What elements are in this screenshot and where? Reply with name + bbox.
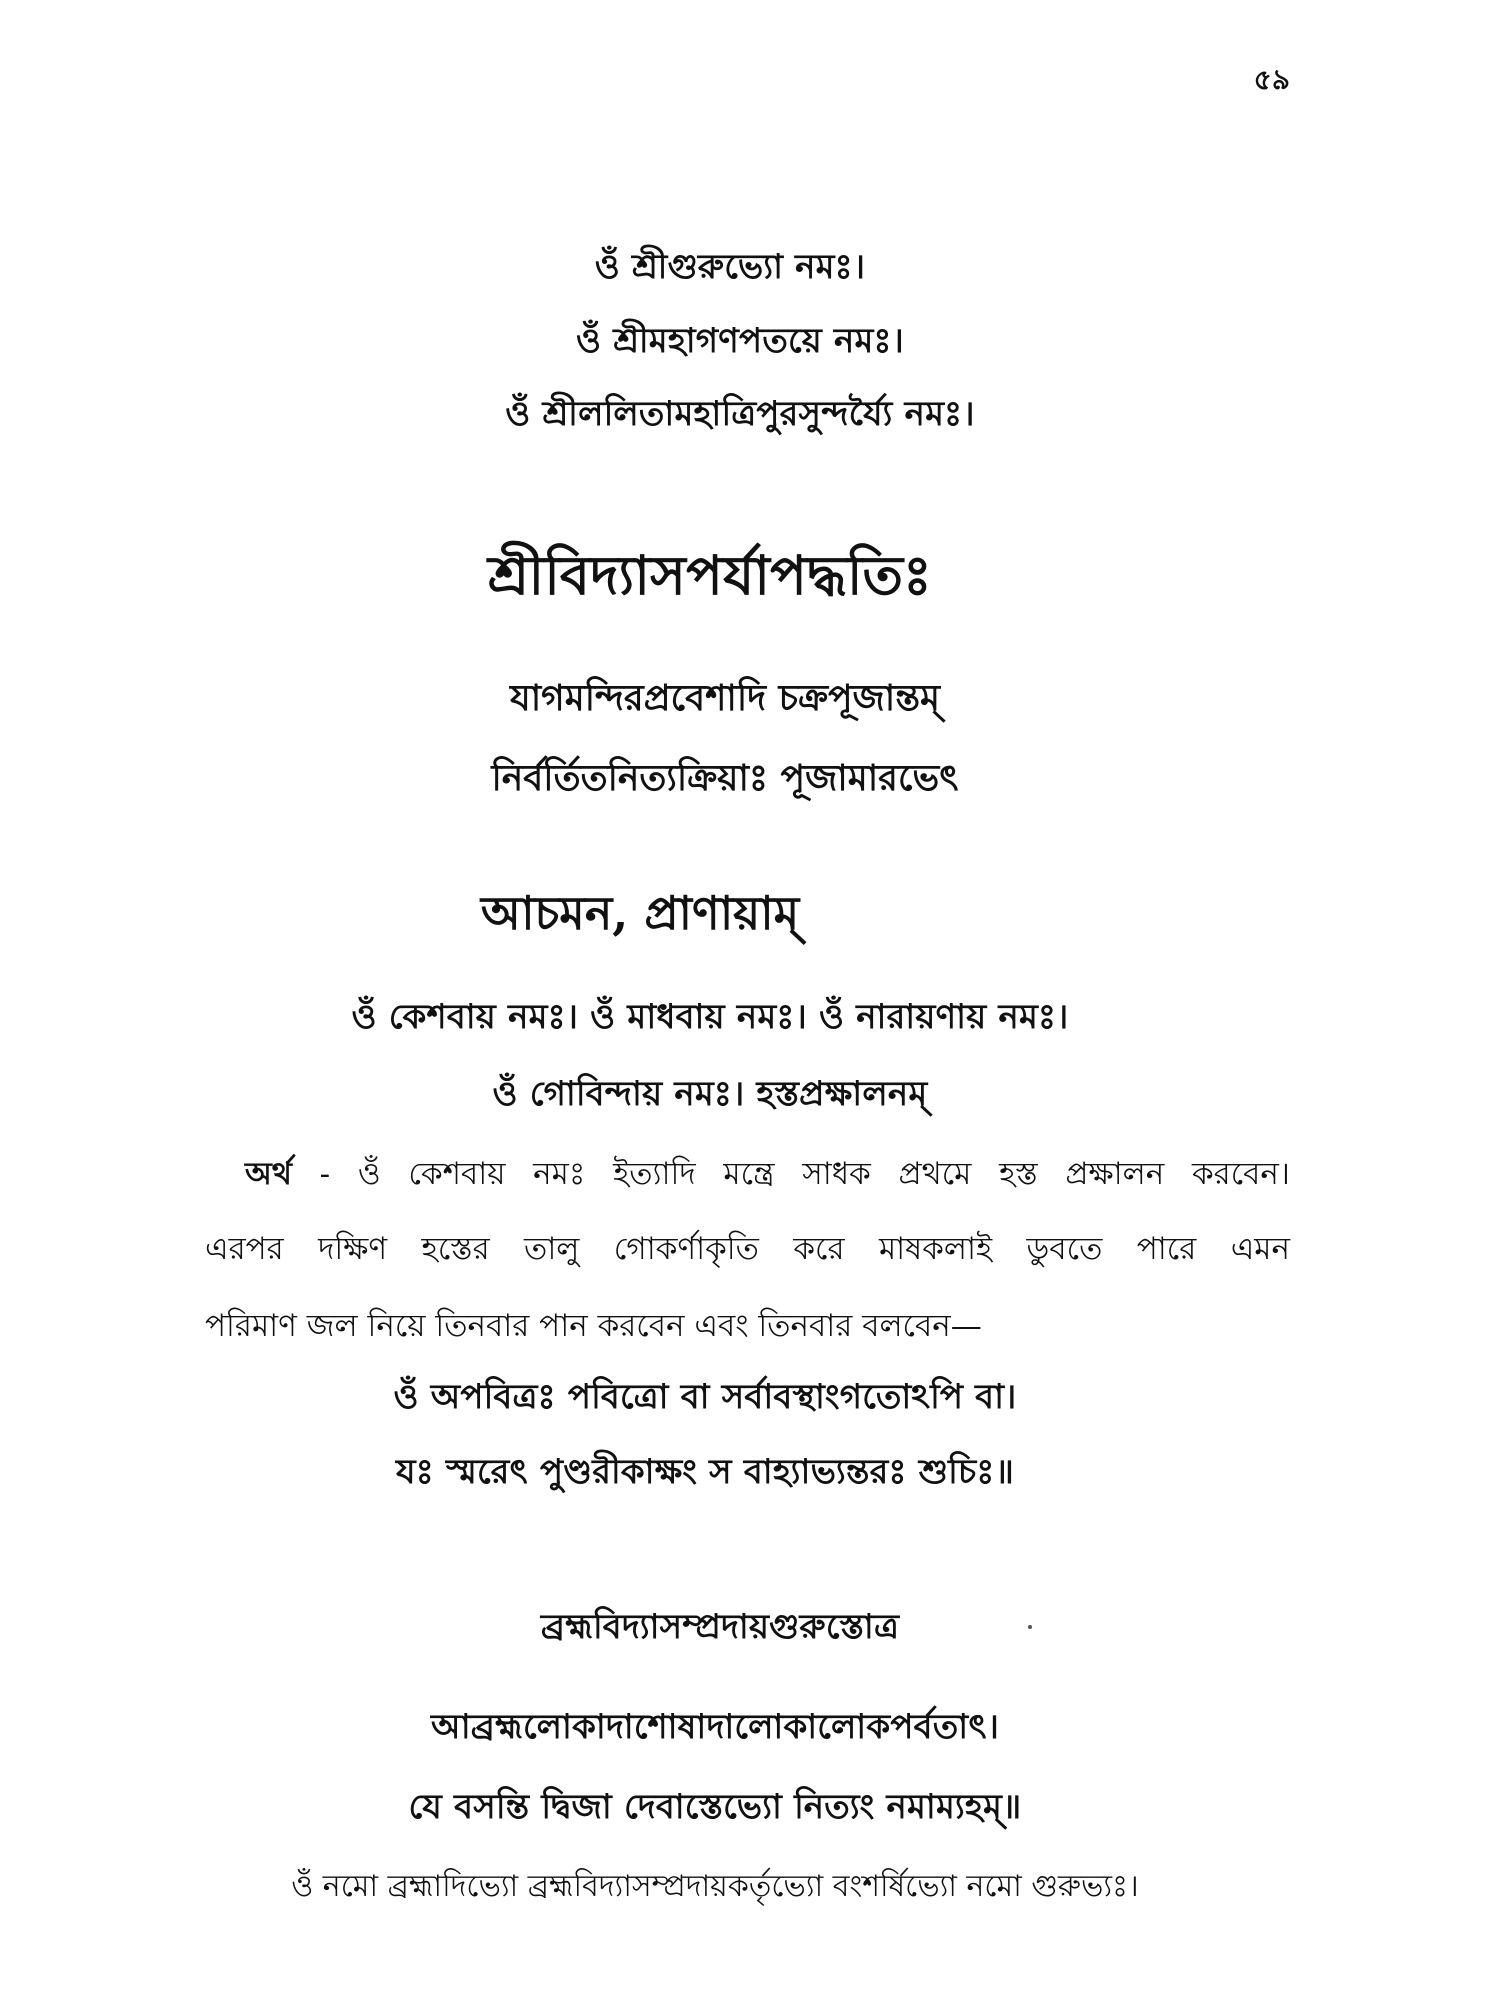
mantra-line-1: ওঁ কেশবায় নমঃ। ওঁ মাধবায় নমঃ। ওঁ নারায়ণায় নমঃ। — [351, 997, 1069, 1037]
section-title: আচমন, প্রাণায়াম্ — [480, 886, 800, 940]
invocation-line-1: ওঁ শ্রীগুরুভ্যো নমঃ। — [594, 247, 866, 287]
stotra-line-1: আব্রহ্মলোকাদাশোষাদালোকালোকপর্বতাৎ। — [430, 1707, 1000, 1747]
meaning-line-1 — [245, 1150, 1290, 1198]
stotra-title: ব্রহ্মবিদ্যাসম্প্রদায়গুরুস্তোত্র — [540, 1607, 900, 1647]
meaning-label: অর্থ — [245, 1156, 292, 1192]
stotra-line-2: যে বসন্তি দ্বিজা দেবাস্তেভ্যো নিত্যং নমাম্যহম্॥ — [408, 1787, 1022, 1827]
mantra-line-2: ওঁ গোবিন্দায় নমঃ। হস্তপ্রক্ষালনম্ — [492, 1074, 928, 1114]
invocation-line-3: ওঁ শ্রীললিতামহাত্রিপুরসুন্দর্য্যৈ নমঃ। — [505, 394, 975, 434]
subtitle-line-2: নির্বর্তিতনিত্যক্রিয়াঃ পূজামারভেৎ — [491, 757, 959, 799]
verse-line-1: ওঁ অপবিত্রঃ পবিত্রো বা সর্বাবস্থাংগতোঽপি বা। — [393, 1377, 1017, 1417]
subtitle-line-1: যাগমন্দিরপ্রবেশাদি চক্রপূজান্তম্ — [509, 677, 941, 719]
meaning-line-3: পরিমাণ জল নিয়ে তিনবার পান করবেন এবং তিনবার বলবেন— — [205, 1308, 982, 1344]
invocation-line-2: ওঁ শ্রীমহাগণপতয়ে নমঃ। — [575, 321, 905, 361]
page-number: ৫৯ — [1253, 63, 1290, 96]
meaning-line-1-text: - ওঁ কেশবায় নমঃ ইত্যাদি মন্ত্রে সাধক প্রথমে হস্ত প্রক্ষালন করবেন। — [291, 1156, 1290, 1192]
verse-line-2: যঃ স্মরেৎ পুণ্ডরীকাক্ষং স বাহ্যাভ্যন্তরঃ শুচিঃ॥ — [396, 1452, 1014, 1492]
scan-dot-mark — [1028, 1625, 1032, 1629]
main-title: শ্রীবিদ্যাসপর্যাপদ্ধতিঃ — [487, 543, 933, 607]
meaning-line-2: এরপর দক্ষিণ হস্তের তালু গোকর্ণাকৃতি করে মাষকলাই ডুবতে পারে এমন — [205, 1231, 1290, 1267]
final-invocation-line: ওঁ নমো ব্রহ্মাদিভ্যো ব্রহ্মবিদ্যাসম্প্রদায়কর্তৃভ্যো বংশর্ষিভ্যো নমো গুরুভ্যঃ। — [291, 1869, 1139, 1904]
